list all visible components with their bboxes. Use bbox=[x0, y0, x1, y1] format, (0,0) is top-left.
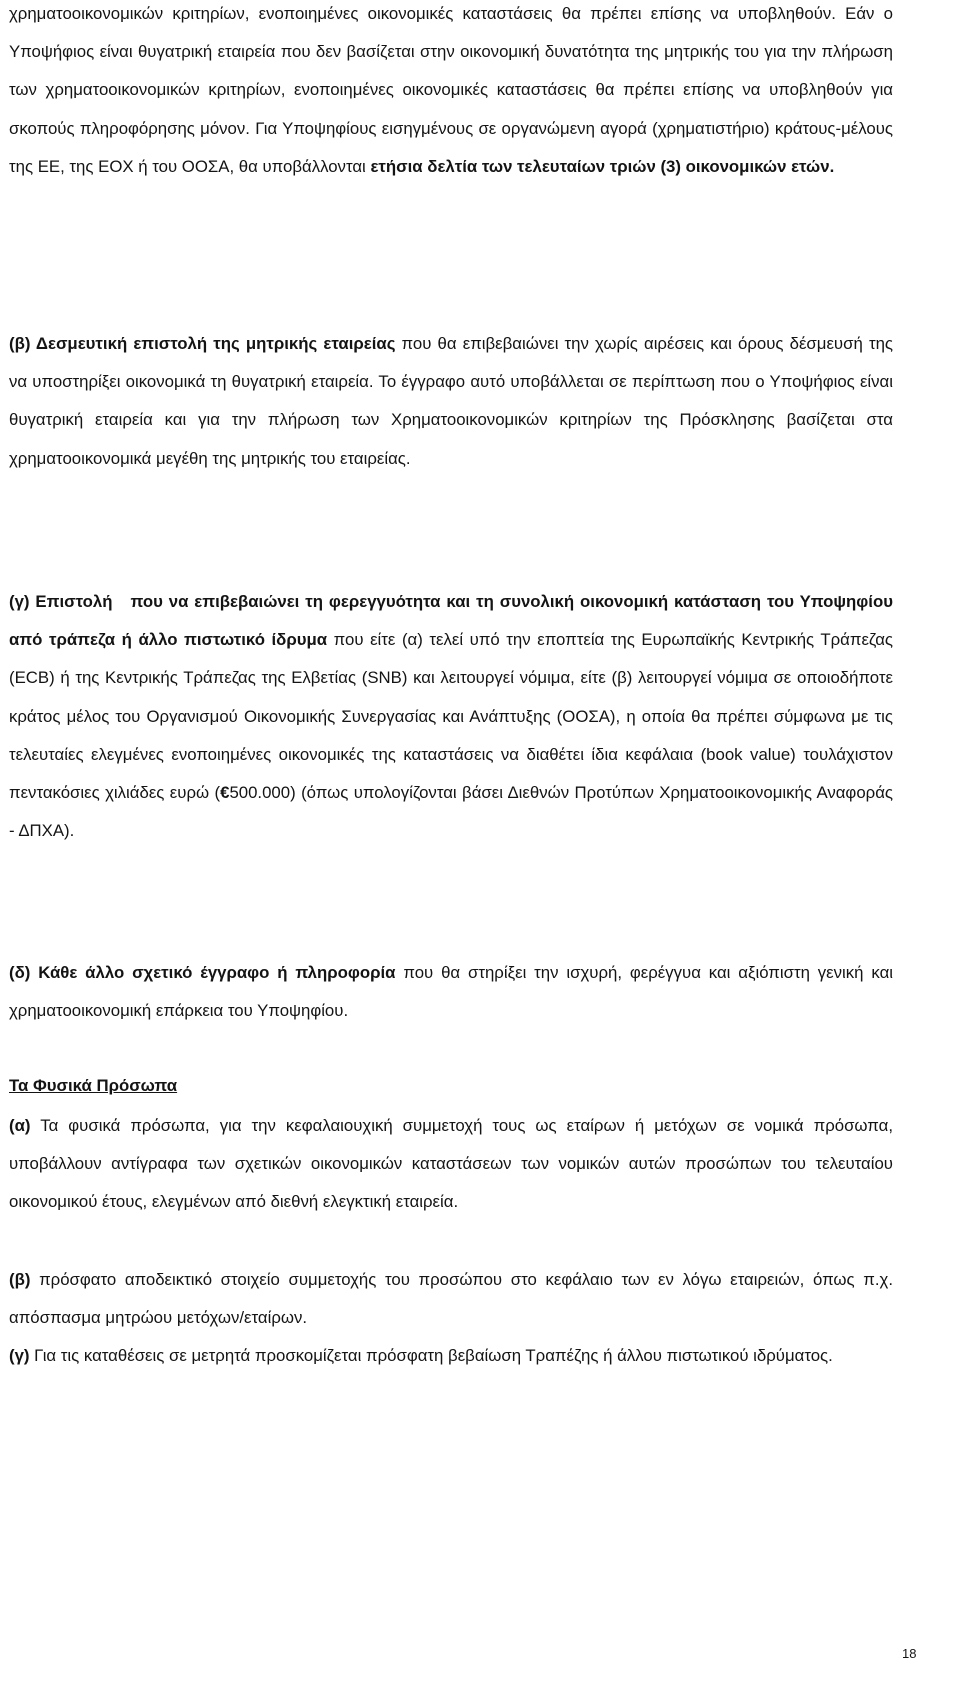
euro-symbol: € bbox=[220, 783, 230, 803]
list-item-label: (γ) bbox=[9, 1346, 30, 1365]
paragraph-financial-statements bbox=[9, 0, 893, 186]
paragraph-emphasis: (γ) Επιστολή bbox=[9, 592, 113, 611]
list-item-label: (β) bbox=[9, 1270, 31, 1289]
page-number: 18 bbox=[902, 1646, 917, 1661]
paragraph-emphasis: που να επιβεβαιώνει τη φερεγγυότητα και τη συνολική οικονομική κατάσταση του Υποψηφίου από τράπεζα ή άλλο πιστωτικό ίδρυμα bbox=[9, 592, 893, 650]
list-item-a bbox=[9, 1107, 893, 1222]
list-item-text: Για τις καταθέσεις σε μετρητά προσκομίζεται πρόσφατη βεβαίωση Τραπέζης ή άλλου πιστωτικού ιδρύματος. bbox=[29, 1346, 833, 1365]
paragraph-emphasis: ετήσια δελτία των τελευταίων τριών (3) οικονομικών ετών. bbox=[370, 156, 835, 176]
list-item-b bbox=[9, 1261, 893, 1337]
paragraph-emphasis: (β) Δεσμευτική επιστολή της μητρικής εταιρείας bbox=[9, 334, 396, 353]
paragraph-text: χρηματοοικονομικών κριτηρίων, ενοποιημένες οικονομικές καταστάσεις θα πρέπει επίσης να υποβληθούν. Εάν ο Υποψήφιος είναι θυγατρική εταιρεία που δεν βασίζεται στην οικονομική δυνατότητα της μητρικής του για την πλήρωση των χρηματοοικονομικών κριτηρίων, ενοποιημένες οικονομικές καταστάσεις θα πρέπει επίσης να υποβληθούν για σκοπούς πληροφόρησης μόνον. Για Υποψηφίους εισηγμένους σε οργανώμενη αγορά (χρηματιστήριο) κράτους-μέλους της ΕΕ, της ΕΟΧ ή του ΟΟΣΑ, θα υποβάλλονται bbox=[9, 4, 893, 176]
paragraph-parent-letter bbox=[9, 325, 893, 478]
list-item-c bbox=[9, 1337, 893, 1375]
paragraph-text: που είτε (α) τελεί υπό την εποπτεία της Ευρωπαϊκής Κεντρικής Τράπεζας (ECB) ή της Κεντρικής Τράπεζας της Ελβετίας (SNB) και λειτουργεί νόμιμα, είτε (β) λειτουργεί νόμιμα σε οποιοδήποτε κράτος μέλος του Οργανισμού Οικονομικής Συνεργασίας και Ανάπτυξης (ΟΟΣΑ), η οποία θα πρέπει σύμφωνα με τις τελευταίες ελεγμένες ενοποιημένες οικονομικές της καταστάσεις να διαθέτει ίδια κεφάλαια (book value) τουλάχιστον πεντακόσιες χιλιάδες ευρώ ( bbox=[9, 630, 893, 803]
paragraph-text: 500.000) (όπως υπολογίζονται βάσει Διεθνών Προτύπων Χρηματοοικονομικής Αναφοράς - ΔΠΧΑ). bbox=[9, 783, 893, 841]
list-item-label: (α) bbox=[9, 1116, 31, 1135]
paragraph-bank-letter bbox=[9, 583, 893, 850]
paragraph-text: που θα στηρίξει την ισχυρή, φερέγγυα και αξιόπιστη γενική και χρηματοοικονομική επάρκεια του Υποψηφίου. bbox=[9, 963, 893, 1021]
section-heading: Τα Φυσικά Πρόσωπα bbox=[9, 1076, 178, 1095]
paragraph-text: που θα επιβεβαιώνει την χωρίς αιρέσεις και όρους δέσμευσή της να υποστηρίξει οικονομικά τη θυγατρική εταιρεία. Το έγγραφο αυτό υποβάλλεται σε περίπτωση που ο Υποψήφιος είναι θυγατρική εταιρεία και για την πλήρωση των Χρηματοοικονομικών κριτηρίων της Πρόσκλησης βασίζεται στα χρηματοοικονομικά μεγέθη της μητρικής του εταιρείας. bbox=[9, 334, 893, 468]
paragraph-emphasis: (δ) Κάθε άλλο σχετικό έγγραφο ή πληροφορία bbox=[9, 963, 396, 982]
list-item-text: πρόσφατο αποδεικτικό στοιχείο συμμετοχής του προσώπου στο κεφάλαιο των εν λόγω εταιρειών, όπως π.χ. απόσπασμα μητρώου μετόχων/εταίρων. bbox=[9, 1270, 893, 1328]
list-item-text: Τα φυσικά πρόσωπα, για την κεφαλαιουχική συμμετοχή τους ως εταίρων ή μετόχων σε νομικά πρόσωπα, υποβάλλουν αντίγραφα των σχετικών οικονομικών καταστάσεων των νομικών αυτών προσώπων του τελευταίου οικονομικού έτους, ελεγμένων από διεθνή ελεγκτική εταιρεία. bbox=[9, 1116, 893, 1212]
paragraph-other-documents bbox=[9, 954, 893, 1030]
